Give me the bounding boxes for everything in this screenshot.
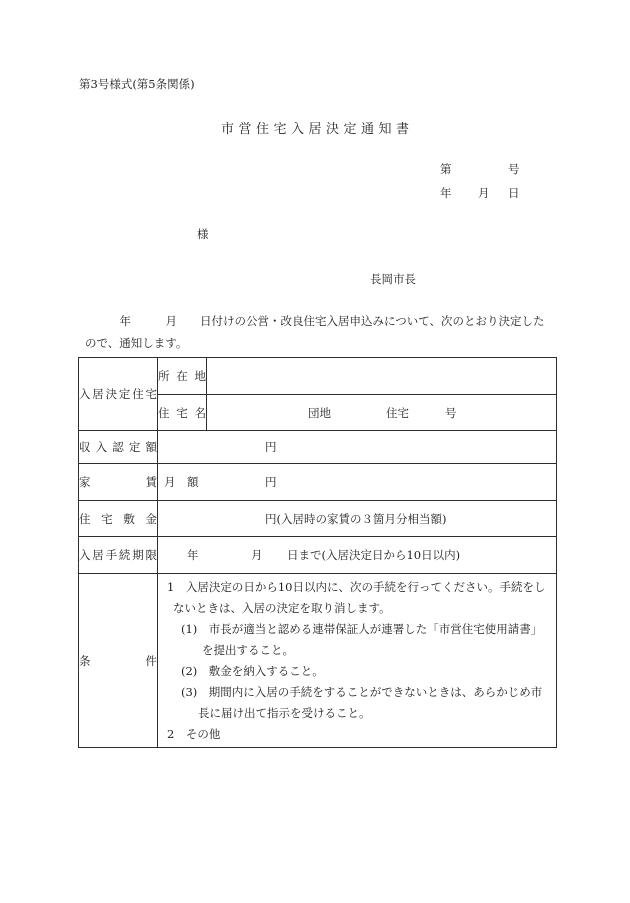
conditions-text bbox=[158, 574, 556, 747]
decision-table bbox=[78, 357, 557, 748]
house-name-value-cell bbox=[207, 395, 557, 431]
income-value-cell bbox=[158, 431, 557, 464]
condition-line: ないときは、入居の決定を取り消します。 bbox=[173, 601, 391, 615]
form-number: 第3号様式(第5条関係) bbox=[79, 77, 195, 91]
housing-label-cell bbox=[79, 358, 158, 431]
rent-value-cell bbox=[158, 464, 557, 501]
deadline-month-label: 月 bbox=[251, 548, 263, 562]
deadline-value-cell bbox=[158, 537, 557, 574]
address-label-cell bbox=[158, 358, 207, 395]
deadline-day-note: 日まで(入居決定日から10日以内) bbox=[287, 548, 461, 562]
condition-line: (3) 期間内に入居の手続をすることができないときは、あらかじめ市 bbox=[181, 685, 543, 699]
house-name-label-cell bbox=[158, 395, 207, 431]
deposit-label: 住 宅 敷 金 bbox=[79, 511, 157, 526]
condition-line: (1) 市長が適当と認める連帯保証人が連署した「市営住宅使用請書」 bbox=[181, 622, 543, 636]
rent-label-cell bbox=[79, 464, 158, 501]
income-unit-label: 円 bbox=[265, 440, 277, 454]
table-row bbox=[79, 501, 557, 537]
date-month-label: 月 bbox=[478, 186, 490, 200]
condition-line: を提出すること。 bbox=[202, 643, 294, 657]
table-row bbox=[79, 431, 557, 464]
number-unit-label: 号 bbox=[445, 405, 457, 420]
conditions-label: 条 件 bbox=[79, 653, 157, 668]
date-day-label: 日 bbox=[508, 186, 520, 200]
housing-label: 入 居 決 定 住 宅 bbox=[79, 387, 157, 401]
condition-line: (2) 敷金を納入すること。 bbox=[181, 664, 324, 678]
conditions-label-cell bbox=[79, 574, 158, 748]
condition-line: 長に届け出て指示を受けること。 bbox=[198, 706, 371, 720]
conditions-value-cell bbox=[158, 574, 557, 748]
document-title: 市営住宅入居決定通知書 bbox=[220, 122, 414, 137]
body-line-2: ので、通知します。 bbox=[85, 336, 188, 350]
deposit-note: 円(入居時の家賃の３箇月分相当額) bbox=[265, 511, 447, 526]
house-name-label: 住 宅 名 bbox=[158, 405, 206, 420]
doc-number-prefix-label: 第 bbox=[440, 162, 452, 176]
condition-line: 1 入居決定の日から10日以内に、次の手続を行ってください。手続をし bbox=[167, 580, 546, 594]
body-paragraph bbox=[85, 310, 565, 354]
rent-unit-label: 円 bbox=[265, 475, 277, 489]
addressee-honorific: 様 bbox=[197, 227, 209, 241]
deadline-label: 入 居 手 続 期 限 bbox=[79, 548, 157, 562]
doc-number-suffix-label: 号 bbox=[508, 162, 520, 176]
income-label-cell bbox=[79, 431, 158, 464]
deadline-label-cell bbox=[79, 537, 158, 574]
address-label: 所 在 地 bbox=[158, 369, 206, 383]
deposit-label-cell bbox=[79, 501, 158, 537]
table-row bbox=[79, 574, 557, 748]
table-row bbox=[79, 358, 557, 395]
income-label: 収 入 認 定 額 bbox=[79, 440, 157, 454]
estate-unit-label: 団地 bbox=[308, 405, 331, 420]
deposit-value-cell bbox=[158, 501, 557, 537]
rent-label: 家 賃 bbox=[79, 475, 157, 489]
condition-line: 2 その他 bbox=[167, 727, 221, 741]
table-row bbox=[79, 464, 557, 501]
house-unit-label: 住宅 bbox=[386, 405, 409, 420]
sender-name: 長岡市長 bbox=[370, 272, 416, 286]
address-value-cell bbox=[207, 358, 557, 395]
body-line-1: 年 月 日付けの公営・改良住宅入居申込みについて、次のとおり決定した bbox=[85, 314, 545, 328]
date-year-label: 年 bbox=[440, 186, 452, 200]
rent-monthly-label: 月 額 bbox=[164, 475, 199, 489]
deadline-year-label: 年 bbox=[187, 548, 199, 562]
table-row bbox=[79, 537, 557, 574]
